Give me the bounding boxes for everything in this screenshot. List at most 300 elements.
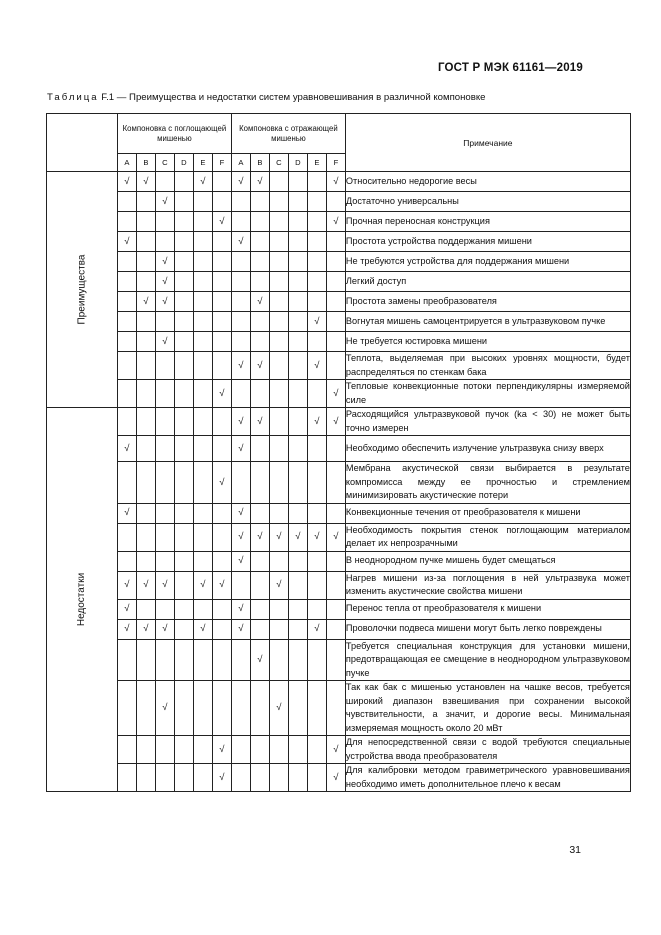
check-cell	[136, 619, 155, 639]
check-cell	[155, 212, 174, 232]
category-header-cell	[47, 114, 118, 172]
check-cell	[307, 681, 326, 736]
check-cell	[250, 312, 269, 332]
check-cell	[136, 551, 155, 571]
note-cell: Вогнутая мишень самоцентрируется в ультразвуковом пучке	[345, 312, 630, 332]
column-letter-header: A	[117, 154, 136, 172]
checkmark-icon: √	[238, 623, 244, 635]
checkmark-icon: √	[333, 531, 339, 543]
note-cell: Требуется специальная конструкция для установки мишени, предотвращающая ее смещение в неоднородном ультразвуковом пучке	[345, 639, 630, 681]
check-cell	[307, 503, 326, 523]
column-letter-header: C	[155, 154, 174, 172]
check-cell	[174, 192, 193, 212]
check-cell	[269, 232, 288, 252]
check-cell	[250, 551, 269, 571]
check-cell	[326, 639, 345, 681]
check-cell	[231, 503, 250, 523]
checkmark-icon: √	[124, 623, 130, 635]
check-cell	[250, 523, 269, 551]
check-cell	[326, 436, 345, 462]
check-cell	[212, 619, 231, 639]
check-cell	[250, 599, 269, 619]
check-cell	[269, 212, 288, 232]
check-cell	[288, 462, 307, 504]
check-cell	[269, 639, 288, 681]
check-cell	[117, 571, 136, 599]
checkmark-icon: √	[143, 175, 149, 187]
check-cell	[136, 571, 155, 599]
check-cell	[250, 272, 269, 292]
table-body	[47, 172, 631, 792]
note-cell: Перенос тепла от преобразователя к мишени	[345, 599, 630, 619]
note-cell: Относительно недорогие весы	[345, 172, 630, 192]
check-cell	[307, 736, 326, 764]
check-cell	[250, 462, 269, 504]
check-cell	[231, 192, 250, 212]
check-cell	[269, 523, 288, 551]
check-cell	[174, 571, 193, 599]
check-cell	[155, 764, 174, 792]
check-cell	[326, 232, 345, 252]
note-cell: Достаточно универсальны	[345, 192, 630, 212]
checkmark-icon: √	[200, 175, 206, 187]
checkmark-icon: √	[238, 531, 244, 543]
table-row	[47, 681, 631, 736]
column-letter-header: C	[269, 154, 288, 172]
check-cell	[117, 551, 136, 571]
check-cell	[231, 436, 250, 462]
category-label-cell	[47, 408, 118, 792]
check-cell	[136, 352, 155, 380]
check-cell	[326, 172, 345, 192]
check-cell	[117, 462, 136, 504]
check-cell	[326, 312, 345, 332]
check-cell	[231, 312, 250, 332]
checkmark-icon: √	[162, 623, 168, 635]
check-cell	[117, 272, 136, 292]
check-cell	[174, 352, 193, 380]
column-letter-header: F	[326, 154, 345, 172]
check-cell	[307, 764, 326, 792]
check-cell	[288, 352, 307, 380]
check-cell	[193, 599, 212, 619]
check-cell	[136, 599, 155, 619]
check-cell	[231, 639, 250, 681]
check-cell	[212, 192, 231, 212]
check-cell	[250, 764, 269, 792]
group-header-absorbing: Компоновка с поглощающей мишенью	[117, 114, 231, 154]
column-letter-header: B	[250, 154, 269, 172]
check-cell	[155, 408, 174, 436]
check-cell	[307, 252, 326, 272]
check-cell	[212, 736, 231, 764]
check-cell	[231, 232, 250, 252]
checkmark-icon: √	[162, 275, 168, 287]
checkmark-icon: √	[124, 442, 130, 454]
check-cell	[326, 764, 345, 792]
checkmark-icon: √	[333, 743, 339, 755]
check-cell	[250, 332, 269, 352]
checkmark-icon: √	[219, 215, 225, 227]
check-cell	[269, 503, 288, 523]
note-cell: Простота замены преобразователя	[345, 292, 630, 312]
check-cell	[193, 332, 212, 352]
check-cell	[117, 352, 136, 380]
check-cell	[193, 764, 212, 792]
check-cell	[326, 551, 345, 571]
checkmark-icon: √	[219, 579, 225, 591]
note-cell: Нагрев мишени из-за поглощения в ней ультразвука может изменить акустические свойства мишени	[345, 571, 630, 599]
check-cell	[155, 571, 174, 599]
check-cell	[288, 523, 307, 551]
table-row	[47, 571, 631, 599]
check-cell	[174, 380, 193, 408]
check-cell	[307, 380, 326, 408]
check-cell	[193, 523, 212, 551]
table-row	[47, 639, 631, 681]
check-cell	[231, 599, 250, 619]
check-cell	[174, 619, 193, 639]
checkmark-icon: √	[333, 415, 339, 427]
table-row	[47, 551, 631, 571]
check-cell	[174, 681, 193, 736]
checkmark-icon: √	[238, 235, 244, 247]
check-cell	[250, 639, 269, 681]
check-cell	[212, 232, 231, 252]
caption-label: Таблица	[47, 92, 99, 103]
check-cell	[231, 619, 250, 639]
check-cell	[307, 619, 326, 639]
caption-dash: —	[114, 92, 130, 103]
check-cell	[212, 503, 231, 523]
check-cell	[193, 252, 212, 272]
check-cell	[269, 736, 288, 764]
check-cell	[231, 571, 250, 599]
checkmark-icon: √	[238, 175, 244, 187]
check-cell	[117, 619, 136, 639]
check-cell	[326, 681, 345, 736]
check-cell	[269, 619, 288, 639]
checkmark-icon: √	[238, 415, 244, 427]
column-letter-header: E	[307, 154, 326, 172]
check-cell	[231, 523, 250, 551]
check-cell	[136, 764, 155, 792]
check-cell	[117, 681, 136, 736]
check-cell	[155, 523, 174, 551]
check-cell	[174, 436, 193, 462]
check-cell	[212, 380, 231, 408]
note-cell: Конвекционные течения от преобразователя к мишени	[345, 503, 630, 523]
check-cell	[136, 172, 155, 192]
checkmark-icon: √	[124, 579, 130, 591]
checkmark-icon: √	[276, 531, 282, 543]
check-cell	[307, 192, 326, 212]
checkmark-icon: √	[257, 654, 263, 665]
check-cell	[212, 352, 231, 380]
check-cell	[288, 192, 307, 212]
check-cell	[212, 571, 231, 599]
check-cell	[269, 764, 288, 792]
check-cell	[117, 332, 136, 352]
note-cell: Прочная переносная конструкция	[345, 212, 630, 232]
note-cell: Простота устройства поддержания мишени	[345, 232, 630, 252]
check-cell	[212, 523, 231, 551]
column-letter-header: D	[174, 154, 193, 172]
check-cell	[212, 172, 231, 192]
check-cell	[250, 503, 269, 523]
check-cell	[307, 332, 326, 352]
check-cell	[136, 436, 155, 462]
table-row	[47, 332, 631, 352]
check-cell	[136, 380, 155, 408]
check-cell	[250, 292, 269, 312]
check-cell	[288, 212, 307, 232]
note-cell: Необходимо обеспечить излучение ультразвука снизу вверх	[345, 436, 630, 462]
check-cell	[307, 292, 326, 312]
check-cell	[288, 292, 307, 312]
document-standard-code: ГОСТ Р МЭК 61161—2019	[437, 62, 583, 74]
check-cell	[174, 332, 193, 352]
checkmark-icon: √	[238, 442, 244, 454]
checkmark-icon: √	[276, 702, 282, 714]
check-cell	[174, 232, 193, 252]
checkmark-icon: √	[200, 579, 206, 591]
check-cell	[136, 292, 155, 312]
checkmark-icon: √	[143, 623, 149, 635]
table-row	[47, 408, 631, 436]
check-cell	[269, 312, 288, 332]
checkmark-icon: √	[219, 387, 225, 399]
check-cell	[155, 232, 174, 252]
check-cell	[117, 639, 136, 681]
check-cell	[288, 681, 307, 736]
check-cell	[193, 272, 212, 292]
check-cell	[231, 681, 250, 736]
check-cell	[288, 436, 307, 462]
check-cell	[269, 272, 288, 292]
checkmark-icon: √	[314, 531, 320, 543]
check-cell	[193, 571, 212, 599]
checkmark-icon: √	[124, 235, 130, 247]
checkmark-icon: √	[314, 623, 320, 635]
checkmark-icon: √	[314, 415, 320, 427]
checkmark-icon: √	[162, 255, 168, 267]
category-label: Недостатки	[76, 572, 88, 627]
note-cell: Проволочки подвеса мишени могут быть легко повреждены	[345, 619, 630, 639]
checkmark-icon: √	[143, 579, 149, 591]
check-cell	[174, 462, 193, 504]
check-cell	[307, 212, 326, 232]
check-cell	[288, 551, 307, 571]
table-row	[47, 292, 631, 312]
check-cell	[212, 764, 231, 792]
check-cell	[326, 272, 345, 292]
check-cell	[193, 212, 212, 232]
check-cell	[269, 380, 288, 408]
note-cell: Расходящийся ультразвуковой пучок (ka < 30) не может быть точно измерен	[345, 408, 630, 436]
checkmark-icon: √	[333, 215, 339, 227]
checkmark-icon: √	[257, 175, 263, 187]
check-cell	[136, 681, 155, 736]
check-cell	[307, 523, 326, 551]
check-cell	[117, 252, 136, 272]
checkmark-icon: √	[257, 359, 263, 371]
check-cell	[250, 408, 269, 436]
checkmark-icon: √	[124, 175, 130, 187]
check-cell	[136, 462, 155, 504]
check-cell	[174, 599, 193, 619]
check-cell	[155, 312, 174, 332]
note-cell: Теплота, выделяемая при высоких уровнях мощности, будет распределяться по стенкам бака	[345, 352, 630, 380]
check-cell	[174, 172, 193, 192]
check-cell	[231, 764, 250, 792]
check-cell	[212, 252, 231, 272]
check-cell	[326, 619, 345, 639]
check-cell	[307, 639, 326, 681]
check-cell	[212, 408, 231, 436]
checkmark-icon: √	[276, 579, 282, 591]
check-cell	[193, 436, 212, 462]
check-cell	[117, 312, 136, 332]
note-column-header: Примечание	[345, 114, 630, 172]
checkmark-icon: √	[162, 579, 168, 591]
checkmark-icon: √	[238, 359, 244, 371]
check-cell	[307, 172, 326, 192]
check-cell	[231, 462, 250, 504]
check-cell	[193, 736, 212, 764]
check-cell	[155, 292, 174, 312]
check-cell	[212, 436, 231, 462]
check-cell	[117, 503, 136, 523]
column-letter-header: A	[231, 154, 250, 172]
check-cell	[117, 436, 136, 462]
check-cell	[326, 523, 345, 551]
check-cell	[174, 272, 193, 292]
check-cell	[117, 599, 136, 619]
note-cell: Легкий доступ	[345, 272, 630, 292]
checkmark-icon: √	[333, 175, 339, 187]
check-cell	[136, 523, 155, 551]
check-cell	[307, 462, 326, 504]
check-cell	[288, 172, 307, 192]
check-cell	[250, 619, 269, 639]
check-cell	[326, 408, 345, 436]
table-row	[47, 764, 631, 792]
check-cell	[307, 312, 326, 332]
check-cell	[231, 252, 250, 272]
check-cell	[269, 352, 288, 380]
check-cell	[193, 352, 212, 380]
check-cell	[250, 681, 269, 736]
check-cell	[212, 639, 231, 681]
column-letter-header: F	[212, 154, 231, 172]
table-row	[47, 232, 631, 252]
check-cell	[307, 272, 326, 292]
check-cell	[288, 736, 307, 764]
check-cell	[250, 736, 269, 764]
check-cell	[326, 599, 345, 619]
check-cell	[155, 172, 174, 192]
check-cell	[136, 192, 155, 212]
check-cell	[117, 764, 136, 792]
check-cell	[174, 639, 193, 681]
check-cell	[307, 599, 326, 619]
note-cell: Тепловые конвекционные потоки перпендикулярны измеряемой силе	[345, 380, 630, 408]
check-cell	[231, 272, 250, 292]
check-cell	[174, 523, 193, 551]
check-cell	[212, 272, 231, 292]
check-cell	[326, 192, 345, 212]
check-cell	[193, 619, 212, 639]
check-cell	[155, 503, 174, 523]
check-cell	[212, 681, 231, 736]
table-row	[47, 736, 631, 764]
check-cell	[269, 571, 288, 599]
check-cell	[193, 192, 212, 212]
check-cell	[326, 380, 345, 408]
check-cell	[231, 736, 250, 764]
check-cell	[174, 503, 193, 523]
checkmark-icon: √	[219, 476, 225, 488]
check-cell	[117, 172, 136, 192]
check-cell	[288, 571, 307, 599]
check-cell	[136, 272, 155, 292]
check-cell	[155, 736, 174, 764]
check-cell	[155, 272, 174, 292]
note-cell: В неоднородном пучке мишень будет смещаться	[345, 551, 630, 571]
checkmark-icon: √	[238, 507, 244, 519]
check-cell	[288, 599, 307, 619]
check-cell	[136, 212, 155, 232]
check-cell	[117, 523, 136, 551]
caption-text: Преимущества и недостатки систем уравновешивания в различной компоновке	[129, 92, 486, 103]
table-row	[47, 599, 631, 619]
check-cell	[326, 571, 345, 599]
check-cell	[231, 292, 250, 312]
checkmark-icon: √	[162, 195, 168, 207]
checkmark-icon: √	[219, 743, 225, 755]
check-cell	[269, 292, 288, 312]
table-row	[47, 462, 631, 504]
checkmark-icon: √	[257, 295, 263, 307]
check-cell	[117, 232, 136, 252]
table-row	[47, 212, 631, 232]
check-cell	[193, 551, 212, 571]
check-cell	[136, 312, 155, 332]
check-cell	[326, 292, 345, 312]
check-cell	[269, 462, 288, 504]
check-cell	[155, 380, 174, 408]
check-cell	[269, 408, 288, 436]
checkmark-icon: √	[238, 555, 244, 567]
check-cell	[250, 380, 269, 408]
note-cell: Не требуются устройства для поддержания мишени	[345, 252, 630, 272]
check-cell	[155, 332, 174, 352]
check-cell	[155, 599, 174, 619]
table-caption	[47, 92, 486, 103]
checkmark-icon: √	[162, 335, 168, 347]
table-row	[47, 252, 631, 272]
checkmark-icon: √	[257, 415, 263, 427]
check-cell	[307, 436, 326, 462]
check-cell	[193, 462, 212, 504]
table-header-group-row	[47, 114, 631, 154]
note-cell: Не требуется юстировка мишени	[345, 332, 630, 352]
check-cell	[136, 332, 155, 352]
check-cell	[250, 232, 269, 252]
check-cell	[155, 619, 174, 639]
check-cell	[212, 312, 231, 332]
